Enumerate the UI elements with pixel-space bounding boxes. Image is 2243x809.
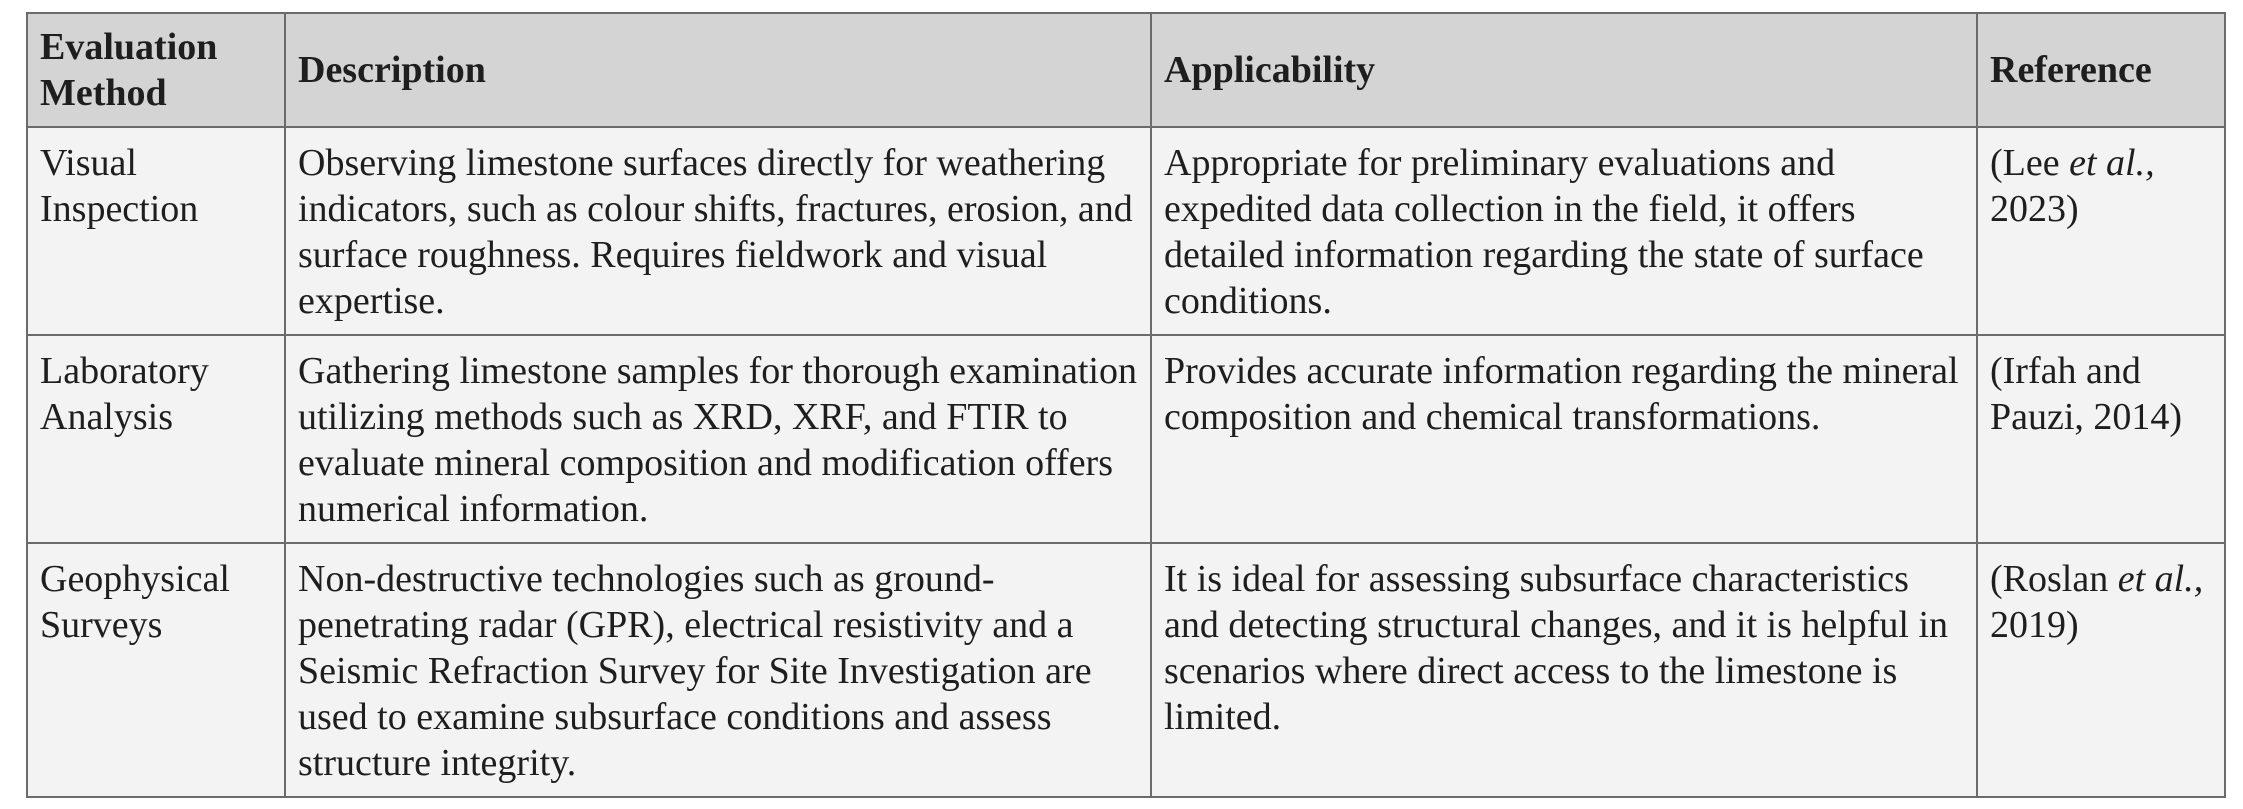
- cell-applicability: It is ideal for assessing subsurface characteristics and detecting structural changes, and it is helpful in scenarios where direct access to the limestone is limited.: [1151, 543, 1977, 797]
- reference-italic: et al.,: [2117, 558, 2204, 600]
- cell-reference: [1977, 127, 2225, 335]
- reference-text: 2019): [1990, 604, 2079, 646]
- cell-description: Non-destructive technologies such as ground-penetrating radar (GPR), electrical resistivity and a Seismic Refraction Survey for Site Investigation are used to examine subsurface conditions and assess structure integrity.: [285, 543, 1151, 797]
- header-evaluation-method: Evaluation Method: [27, 13, 285, 127]
- reference-italic: et al.,: [2069, 142, 2155, 184]
- cell-method: Geophysical Surveys: [27, 543, 285, 797]
- table-body: [27, 127, 2225, 797]
- cell-description: Observing limestone surfaces directly for weathering indicators, such as colour shifts, fractures, erosion, and surface roughness. Requires fieldwork and visual expertise.: [285, 127, 1151, 335]
- header-description: Description: [285, 13, 1151, 127]
- header-row: [27, 13, 2225, 127]
- cell-method: Laboratory Analysis: [27, 335, 285, 543]
- cell-reference: [1977, 335, 2225, 543]
- evaluation-methods-table: [26, 12, 2226, 798]
- table-row: [27, 127, 2225, 335]
- table-row: [27, 335, 2225, 543]
- cell-description: Gathering limestone samples for thorough examination utilizing methods such as XRD, XRF, and FTIR to evaluate mineral composition and modification offers numerical information.: [285, 335, 1151, 543]
- cell-reference: [1977, 543, 2225, 797]
- reference-text: (Irfah and Pauzi, 2014): [1990, 350, 2183, 438]
- reference-text: (Lee: [1990, 142, 2070, 184]
- table-header: [27, 13, 2225, 127]
- cell-applicability: Appropriate for preliminary evaluations and expedited data collection in the field, it offers detailed information regarding the state of surface conditions.: [1151, 127, 1977, 335]
- table-row: [27, 543, 2225, 797]
- reference-text: (Roslan: [1990, 558, 2118, 600]
- header-reference: Reference: [1977, 13, 2225, 127]
- cell-applicability: Provides accurate information regarding the mineral composition and chemical transformations.: [1151, 335, 1977, 543]
- cell-method: Visual Inspection: [27, 127, 285, 335]
- reference-text: 2023): [1990, 188, 2079, 230]
- header-applicability: Applicability: [1151, 13, 1977, 127]
